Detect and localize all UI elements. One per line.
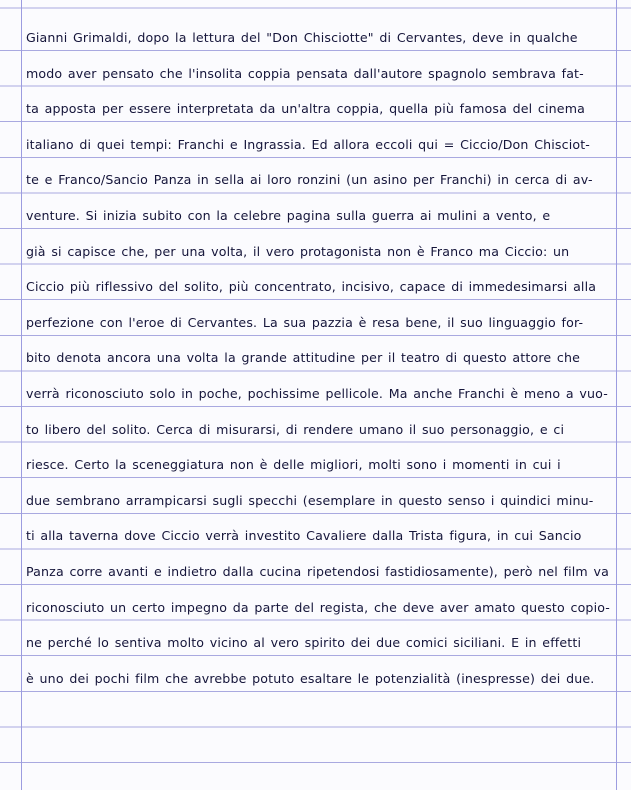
text-line-15: ti alla taverna dove Ciccio verrà investito Cavaliere dalla Trista figura, in cui Sancio <box>26 528 582 544</box>
text-line-13: riesce. Certo la sceneggiatura non è delle migliori, molti sono i momenti in cui i <box>26 457 561 473</box>
text-line-5: te e Franco/Sancio Panza in sella ai loro ronzini (un asino per Franchi) in cerca di av- <box>26 172 593 188</box>
text-line-7: già si capisce che, per una volta, il vero protagonista non è Franco ma Ciccio: un <box>26 243 570 259</box>
text-line-10: bito denota ancora una volta la grande attitudine per il teatro di questo attore che <box>26 350 581 366</box>
right-margin-line <box>616 0 617 790</box>
text-line-9: perfezione con l'eroe di Cervantes. La sua pazzia è resa bene, il suo linguaggio for- <box>26 314 584 330</box>
text-line-12: to libero del solito. Cerca di misurarsi, di rendere umano il suo personaggio, e ci <box>26 421 565 437</box>
text-line-19: è uno dei pochi film che avrebbe potuto esaltare le potenzialità (inespresse) dei due. <box>26 670 595 686</box>
text-line-6: venture. Si inizia subito con la celebre pagina sulla guerra ai mulini a vento, e <box>26 207 551 223</box>
text-line-3: ta apposta per essere interpretata da un'altra coppia, quella più famosa del cinema <box>26 101 585 117</box>
left-margin-line <box>21 0 22 790</box>
text-line-2: modo aver pensato che l'insolita coppia pensata dall'autore spagnolo sembrava fat- <box>26 65 584 81</box>
text-line-16: Panza corre avanti e indietro dalla cucina ripetendosi fastidiosamente), però nel film va <box>26 563 609 579</box>
handwritten-text <box>26 18 612 694</box>
text-line-11: verrà riconosciuto solo in poche, pochissime pellicole. Ma anche Franchi è meno a vuo- <box>26 385 608 401</box>
text-line-8: Ciccio più riflessivo del solito, più concentrato, incisivo, capace di immedesimarsi alla <box>26 279 597 295</box>
text-line-4: italiano di quei tempi: Franchi e Ingrassia. Ed allora eccoli qui = Ciccio/Don Chisciot- <box>26 136 590 152</box>
text-line-14: due sembrano arrampicarsi sugli specchi (esemplare in questo senso i quindici minu- <box>26 492 594 508</box>
text-line-18: ne perché lo sentiva molto vicino al vero spirito dei due comici siciliani. E in effetti <box>26 635 582 651</box>
text-line-1: Gianni Grimaldi, dopo la lettura del "Don Chisciotte" di Cervantes, deve in qualche <box>26 30 578 45</box>
text-line-17: riconosciuto un certo impegno da parte del regista, che deve aver amato questo copio- <box>26 599 611 615</box>
